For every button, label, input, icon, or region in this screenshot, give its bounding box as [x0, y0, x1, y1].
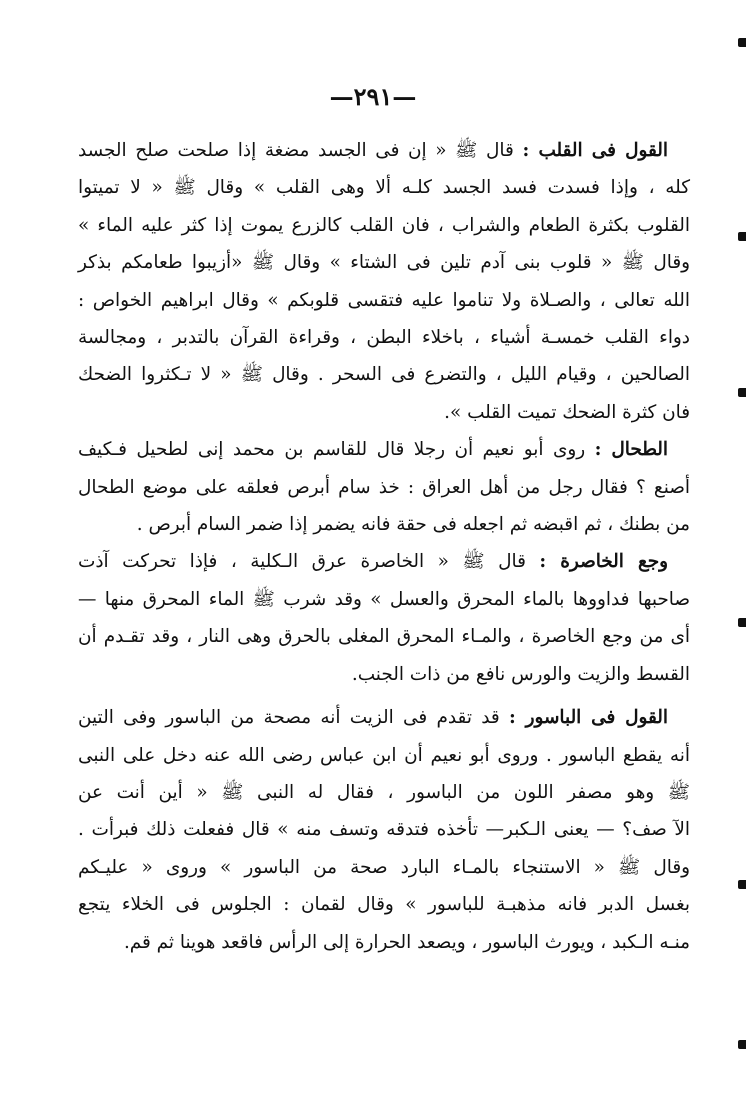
text-line: وقال ﷺ « الاستنجاء بالمـاء البارد صحة من الباسور » وروى « عليـكم — [78, 856, 690, 878]
text-line: بغسل الدبر فانه مذهبـة للباسور » وقال لقمان : الجلوس فى الخلاء يتجع — [78, 894, 690, 916]
text-line: أنه يقطع الباسور . وروى أبو نعيم أن ابن عباس رضى الله عنه دخل على النبى — [78, 744, 690, 766]
paragraph-spleen — [78, 431, 690, 543]
text-line: ﷺ وهو مصفر اللون من الباسور ، فقال له النبى ﷺ « أين أنت عن — [78, 781, 690, 803]
paragraph-heart — [78, 132, 690, 431]
text-line: الصالحين ، وقيام الليل ، والتضرع فى السحر . وقال ﷺ « لا تـكثروا الضحك — [78, 364, 690, 386]
section-heading: وجع الخاصرة : — [539, 551, 669, 573]
text-line: الآ صف؟ — يعنى الـكبر— تأخذه فتدقه وتسف منه » قال ففعلت ذلك فبرأت . — [78, 819, 690, 841]
text-line: صاحبها فداووها بالماء المحرق والعسل » وقد شرب ﷺ الماء المحرق منها — — [78, 588, 690, 610]
section-heading: القول فى القلب : — [522, 140, 668, 161]
paragraph-flank-pain — [78, 543, 690, 693]
page-body — [78, 132, 690, 961]
text-line: دواء القلب خمسـة أشياء ، باخلاء البطن ، وقراءة القرآن بالتدبر ، ومجالسة — [78, 327, 690, 349]
text-line: القول فى القلب : قال ﷺ « إن فى الجسد مضغة إذا صلحت صلح الجسد — [78, 140, 668, 161]
text-line: أصنع ؟ فقال رجل من أهل العراق : خذ سام أبرص فعلقه على موضع الطحال — [78, 476, 690, 498]
scan-edge-mark — [738, 618, 746, 627]
text-line: القسط والزيت والورس نافع من ذات الجنب. — [351, 663, 690, 685]
text-line: فان كثرة الضحك تميت القلب ». — [444, 401, 690, 423]
scan-edge-mark — [738, 880, 746, 889]
text-line: وقال ﷺ « قلوب بنى آدم تلين فى الشتاء » وقال ﷺ «أزيبوا طعامكم بذكر — [78, 252, 690, 274]
text-line: القول فى الباسور : قد تقدم فى الزيت أنه مصحة من الباسور وفى التين — [78, 707, 668, 729]
text-line: منـه الـكبد ، ويورث الباسور ، ويصعد الحرارة إلى الرأس فاقعد هوينا ثم قم. — [123, 931, 690, 953]
scan-edge-mark — [738, 38, 746, 47]
section-heading: القول فى الباسور : — [508, 707, 668, 729]
page-number: —٢٩١— — [329, 82, 417, 111]
text-line: القلوب بكثرة الطعام والشراب ، فان القلب كالزرع يموت إذا كثر عليه الماء » — [78, 214, 690, 236]
section-heading: الطحال : — [594, 439, 668, 461]
scan-edge-mark — [738, 388, 746, 397]
text-line: كله ، وإذا فسدت فسد الجسد كلـه ألا وهى القلب » وقال ﷺ « لا تميتوا — [78, 177, 690, 199]
text-line: وجع الخاصرة : قال ﷺ « الخاصرة عرق الـكلية ، فإذا تحركت آذت — [78, 551, 669, 573]
text-line: الله تعالى ، والصـلاة ولا تناموا عليه فتقسى قلوبكم » وقال ابراهيم الخواص : — [78, 289, 690, 311]
paragraph-hemorrhoids — [78, 699, 690, 961]
scan-edge-mark — [738, 1040, 746, 1049]
text-line: من بطنك ، ثم اقبضه ثم اجعله فى حقة فانه يضمر إذا ضمر السام أبرص . — [136, 514, 690, 536]
text-line: أى من وجع الخاصرة ، والمـاء المحرق المغلى بالحرق وهى النار ، وقد تقـدم أن — [78, 626, 690, 648]
scan-edge-mark — [738, 232, 746, 241]
text-line: الطحال : روى أبو نعيم أن رجلا قال للقاسم بن محمد إنى لطحيل فـكيف — [78, 439, 668, 461]
